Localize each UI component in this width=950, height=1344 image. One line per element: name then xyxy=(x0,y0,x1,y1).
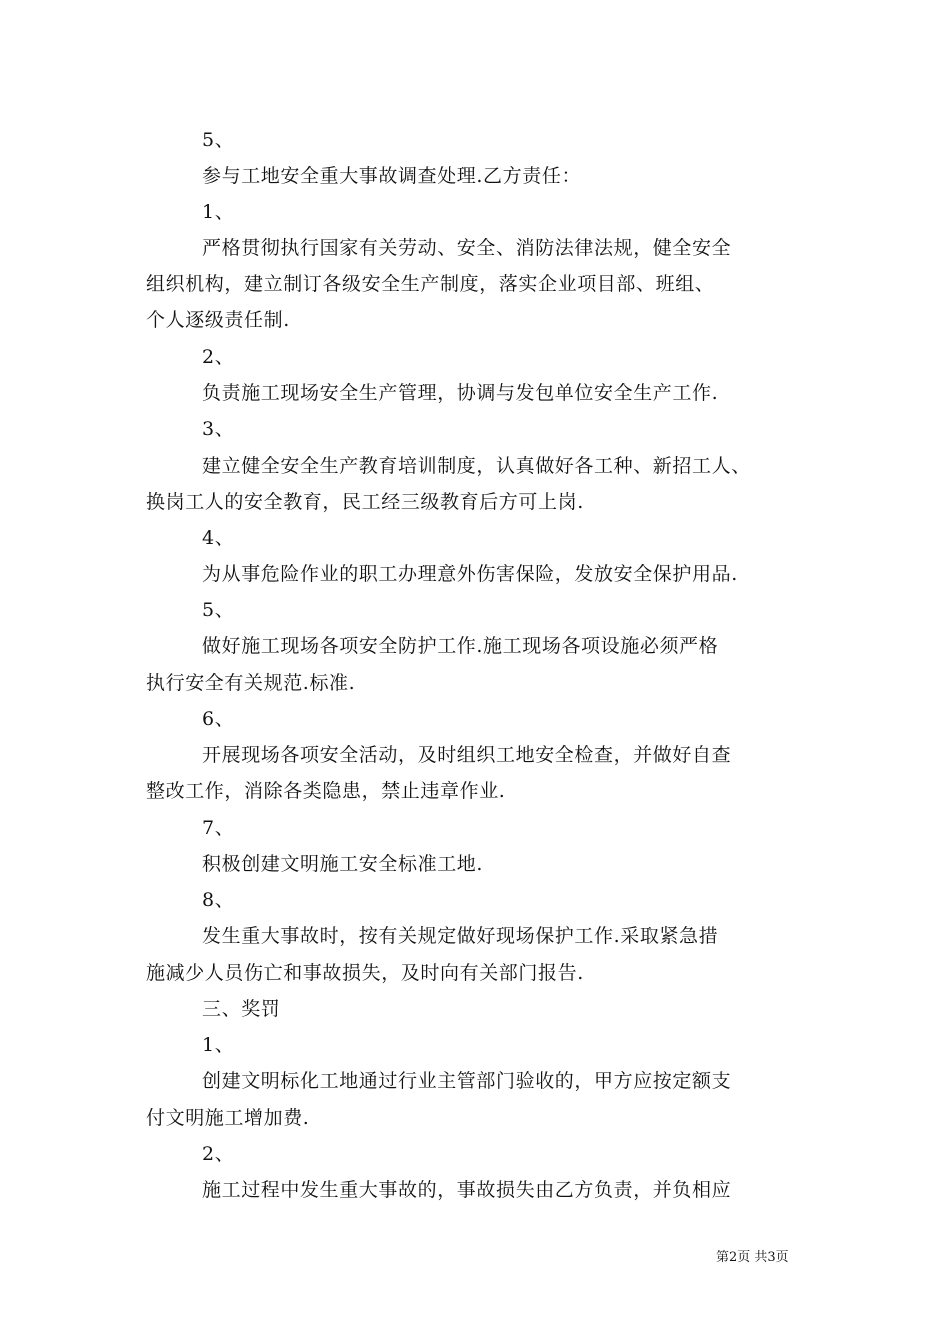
page-number-footer: 第2页 共3页 xyxy=(716,1250,789,1265)
paragraph-line: 参与工地安全重大事故调查处理.乙方责任： xyxy=(202,165,582,187)
section-heading: 三、奖罚 xyxy=(202,998,281,1020)
item-number: 3、 xyxy=(202,418,235,440)
item-number: 4、 xyxy=(202,527,235,549)
paragraph-line: 施减少人员伤亡和事故损失，及时向有关部门报告. xyxy=(146,962,584,984)
paragraph-line: 建立健全安全生产教育培训制度，认真做好各工种、新招工人、 xyxy=(202,455,751,477)
paragraph-line: 创建文明标化工地通过行业主管部门验收的，甲方应按定额支 xyxy=(202,1070,732,1092)
paragraph-line: 组织机构，建立制订各级安全生产制度，落实企业项目部、班组、 xyxy=(146,273,715,295)
item-number: 6、 xyxy=(202,708,235,730)
paragraph-line: 积极创建文明施工安全标准工地. xyxy=(202,853,484,875)
item-number: 1、 xyxy=(202,201,235,223)
paragraph-line: 执行安全有关规范.标准. xyxy=(146,672,356,694)
item-number: 1、 xyxy=(202,1034,235,1056)
paragraph-line: 做好施工现场各项安全防护工作.施工现场各项设施必须严格 xyxy=(202,635,719,657)
paragraph-line: 付文明施工增加费. xyxy=(146,1107,310,1129)
item-number: 7、 xyxy=(202,817,235,839)
item-number: 5、 xyxy=(202,129,235,151)
paragraph-line: 个人逐级责任制. xyxy=(146,309,290,331)
item-number: 2、 xyxy=(202,346,235,368)
paragraph-line: 开展现场各项安全活动，及时组织工地安全检查，并做好自查 xyxy=(202,744,732,766)
paragraph-line: 整改工作，消除各类隐患，禁止违章作业. xyxy=(146,780,506,802)
paragraph-line: 负责施工现场安全生产管理，协调与发包单位安全生产工作. xyxy=(202,382,719,404)
item-number: 2、 xyxy=(202,1143,235,1165)
paragraph-line: 施工过程中发生重大事故的，事故损失由乙方负责，并负相应 xyxy=(202,1179,732,1201)
item-number: 8、 xyxy=(202,889,235,911)
paragraph-line: 换岗工人的安全教育，民工经三级教育后方可上岗. xyxy=(146,491,584,513)
item-number: 5、 xyxy=(202,599,235,621)
paragraph-line: 发生重大事故时，按有关规定做好现场保护工作.采取紧急措 xyxy=(202,925,719,947)
paragraph-line: 严格贯彻执行国家有关劳动、安全、消防法律法规，健全安全 xyxy=(202,237,732,259)
paragraph-line: 为从事危险作业的职工办理意外伤害保险，发放安全保护用品. xyxy=(202,563,738,585)
